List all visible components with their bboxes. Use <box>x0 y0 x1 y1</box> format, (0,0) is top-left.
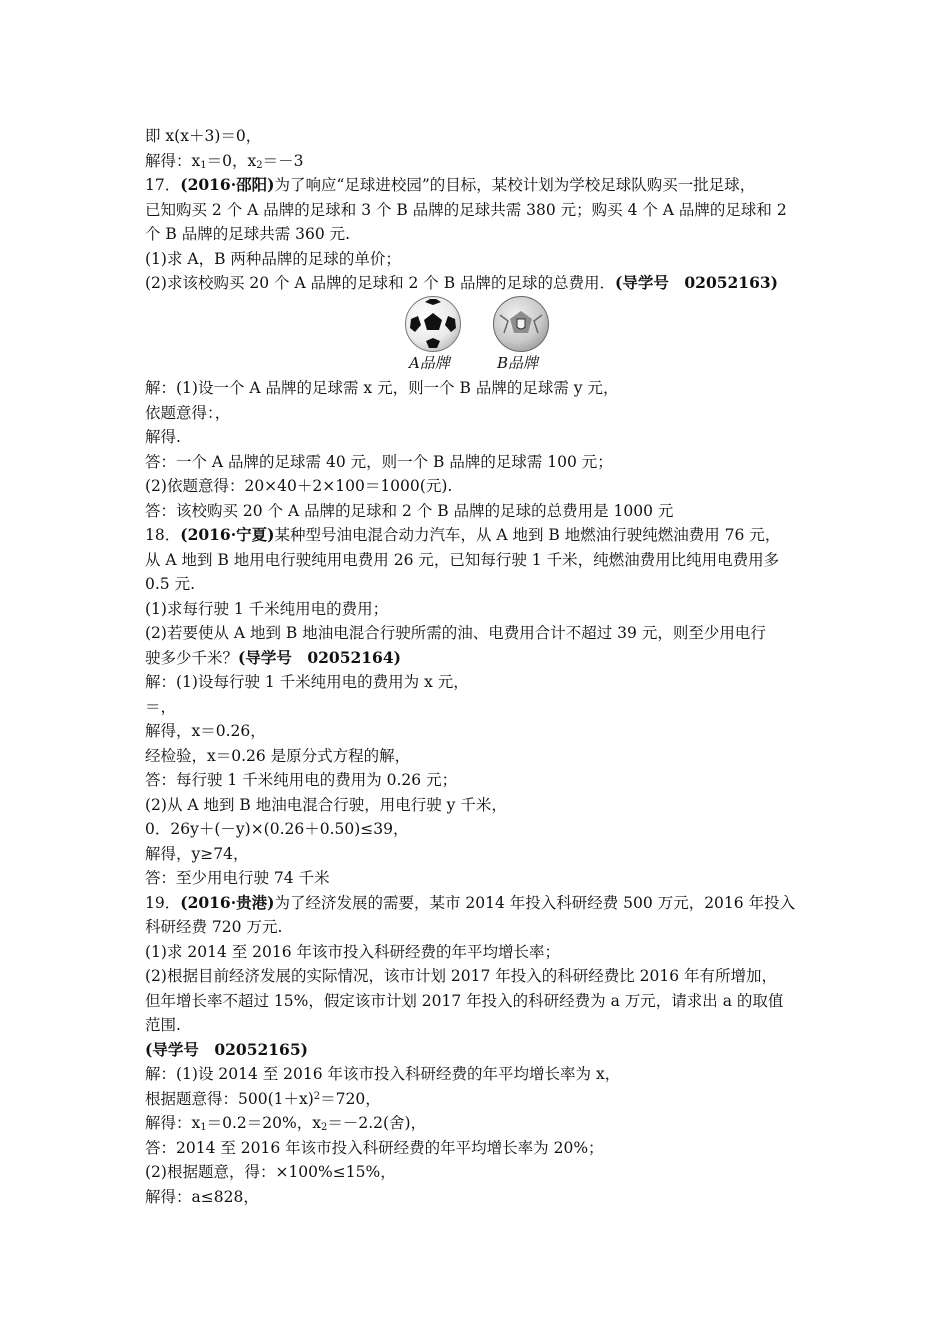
text-line: (1)求每行驶 1 千米纯用电的费用； <box>145 599 389 618</box>
football-a-image <box>405 296 461 352</box>
text-line: 解得：a≤828， <box>145 1187 259 1206</box>
text-line: (1)求 2014 至 2016 年该市投入科研经费的年平均增长率； <box>145 942 561 961</box>
text-line: 答：该校购买 20 个 A 品牌的足球和 2 个 B 品牌的足球的总费用是 1000 元 <box>145 501 674 520</box>
text-line: 答：至少用电行驶 74 千米 <box>145 869 330 887</box>
text-line: 解得：$x_1=0$，$x_2=-3$ <box>145 151 304 171</box>
guide-number: (导学号 02052164) <box>238 647 401 667</box>
text-line: 0.5 元. <box>145 575 196 593</box>
text-line: (2)根据题意，得：×100%≤15%， <box>145 1163 396 1181</box>
text-line: 科研经费 720 万元. <box>145 918 283 936</box>
text-line: 但年增长率不超过 15%，假定该市计划 2017 年投入的科研经费为 a 万元，请求出 a 的取值 <box>145 991 784 1010</box>
text-line: 答：2014 至 2016 年该市投入科研经费的年平均增长率为 20%； <box>145 1138 604 1157</box>
source-tag: (2016·宁夏) <box>180 525 275 544</box>
text-line: 个 B 品牌的足球共需 360 元. <box>145 225 351 243</box>
text-line: (2)求该校购买 20 个 A 品牌的足球和 2 个 B 品牌的足球的总费用．(导学号 02052163) <box>145 273 778 292</box>
text-line: 答：一个 A 品牌的足球需 40 元，则一个 B 品牌的足球需 100 元； <box>145 452 613 471</box>
text-line: (2)若要使从 A 地到 B 地油电混合行驶所需的油、电费用合计不超过 39 元，则至少用电行 <box>145 624 766 642</box>
text-line: 经检验，x＝0.26 是原分式方程的解， <box>145 746 411 765</box>
text-line: 范围. <box>145 1016 181 1034</box>
text-line: 答：每行驶 1 千米纯用电的费用为 0.26 元； <box>145 771 458 789</box>
source-tag: (2016·贵港) <box>180 892 275 912</box>
text-line: 驶多少千米？(导学号 02052164) <box>145 647 401 667</box>
text-line: (2)依题意得：20×40＋2×100＝1000(元). <box>145 477 453 495</box>
text-line: 解：(1)设每行驶 1 千米纯用电的费用为 x 元， <box>145 673 469 691</box>
guide-number: (导学号 02052165) <box>145 1039 308 1059</box>
text-line: 根据题意得：$500(1+x)^2=720$， <box>145 1089 381 1108</box>
text-line: 0．26y＋(－y)×(0.26＋0.50)≤39， <box>145 820 409 838</box>
text-line: ＝， <box>145 697 177 716</box>
question-18-line: 18．(2016·宁夏)某种型号油电混合动力汽车，从 A 地到 B 地燃油行驶纯燃油费用 76 元， <box>145 525 781 544</box>
football-b-image <box>493 296 549 352</box>
text-line: 依题意得：， <box>145 403 231 422</box>
text-line: 解得，y≥74， <box>145 844 249 863</box>
text-line: 已知购买 2 个 A 品牌的足球和 3 个 B 品牌的足球共需 380 元；购买 4 个 A 品牌的足球和 2 <box>145 200 787 219</box>
football-a-caption: A品牌 <box>409 354 450 372</box>
text-line: (2)根据目前经济发展的实际情况，该市计划 2017 年投入的科研经费比 2016 年有所增加， <box>145 967 778 985</box>
text-line: 从 A 地到 B 地用电行驶纯用电费用 26 元，已知每行驶 1 千米，纯燃油费用比纯用电费用多 <box>145 550 780 569</box>
text-line: 解得：$x_1=0.2=20\%$，$x_2=-2.2$(舍)， <box>145 1114 427 1133</box>
text-line: 解：(1)设一个 A 品牌的足球需 x 元，则一个 B 品牌的足球需 y 元， <box>145 379 619 397</box>
text-line: 解：(1)设 2014 至 2016 年该市投入科研经费的年平均增长率为 x， <box>145 1065 621 1083</box>
text-line: 解得. <box>145 428 181 446</box>
guide-number: (导学号 02052163) <box>615 273 778 292</box>
source-tag: (2016·邵阳) <box>180 175 275 194</box>
text-line: 即 x(x＋3)＝0， <box>145 127 262 145</box>
text-line: 解得，x＝0.26， <box>145 722 266 740</box>
text-line: (2)从 A 地到 B 地油电混合行驶，用电行驶 y 千米， <box>145 795 507 814</box>
text-line: (1)求 A，B 两种品牌的足球的单价； <box>145 249 401 268</box>
question-17-line: 17．(2016·邵阳)为了响应“足球进校园”的目标，某校计划为学校足球队购买一批足球， <box>145 175 756 194</box>
football-figure <box>397 296 567 376</box>
football-b-caption: B品牌 <box>497 354 539 372</box>
question-19-line: 19．(2016·贵港)为了经济发展的需要，某市 2014 年投入科研经费 500 万元，2016 年投入 <box>145 892 796 912</box>
